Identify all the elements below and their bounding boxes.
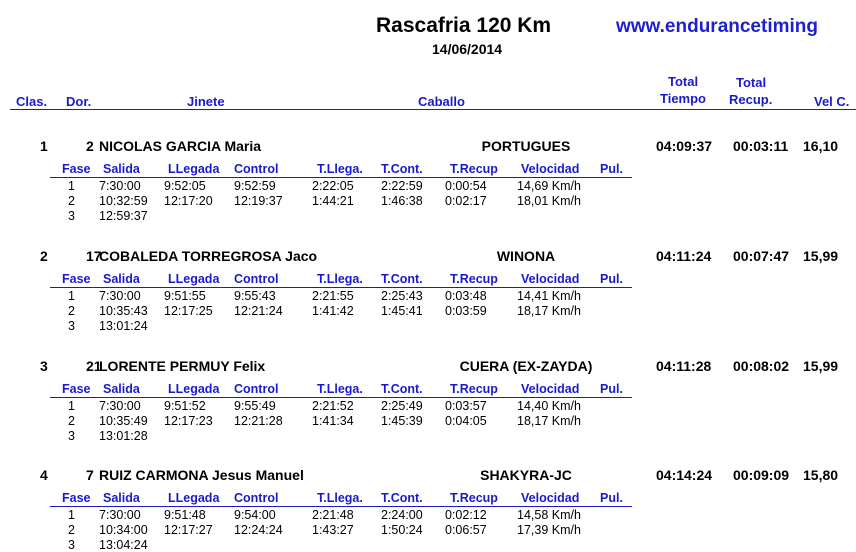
phase-header-trecup: T.Recup bbox=[450, 382, 498, 396]
phase-header-pul: Pul. bbox=[600, 162, 623, 176]
phase-header-control: Control bbox=[234, 272, 279, 286]
phase-cell: 2:25:43 bbox=[381, 289, 423, 303]
phase-cell: 9:51:52 bbox=[164, 399, 206, 413]
phase-header-salida: Salida bbox=[103, 491, 140, 505]
phase-cell: 2:24:00 bbox=[381, 508, 423, 522]
phase-header-fase: Fase bbox=[62, 162, 91, 176]
phase-cell: 0:03:57 bbox=[445, 399, 487, 413]
horse-name: CUERA (EX-ZAYDA) bbox=[459, 358, 593, 374]
phase-header-rule bbox=[50, 397, 632, 398]
phase-cell: 13:04:24 bbox=[99, 538, 148, 552]
phase-header-fase: Fase bbox=[62, 491, 91, 505]
phase-header-velocidad: Velocidad bbox=[521, 382, 580, 396]
col-clas: Clas. bbox=[16, 94, 48, 109]
phase-header-velocidad: Velocidad bbox=[521, 491, 580, 505]
phase-cell: 3 bbox=[68, 209, 75, 223]
phase-header-velocidad: Velocidad bbox=[521, 162, 580, 176]
phase-cell: 1:45:41 bbox=[381, 304, 423, 318]
entry-total-recup: 00:09:09 bbox=[733, 467, 790, 483]
phase-header-salida: Salida bbox=[103, 162, 140, 176]
phase-cell: 3 bbox=[68, 319, 75, 333]
phase-cell: 1:43:27 bbox=[312, 523, 354, 537]
phase-cell: 14,69 Km/h bbox=[517, 179, 581, 193]
phase-header-llegada: LLegada bbox=[168, 272, 220, 286]
entry-speed: 16,10 bbox=[803, 138, 839, 154]
phase-cell: 12:17:27 bbox=[164, 523, 213, 537]
entry-bib: 2 bbox=[86, 138, 94, 154]
phase-cell: 10:34:00 bbox=[99, 523, 148, 537]
website-link[interactable]: www.endurancetiming bbox=[616, 16, 818, 37]
phase-header-tcont: T.Cont. bbox=[381, 272, 423, 286]
horse-name: PORTUGUES bbox=[481, 138, 571, 154]
entry-rank: 1 bbox=[40, 138, 48, 154]
entry-bib: 21 bbox=[86, 358, 102, 374]
phase-cell: 0:04:05 bbox=[445, 414, 487, 428]
phase-header-tllega: T.Llega. bbox=[317, 272, 363, 286]
phase-cell: 12:24:24 bbox=[234, 523, 283, 537]
col-total-recup-line1: Total bbox=[736, 75, 767, 90]
entry-rank: 2 bbox=[40, 248, 48, 264]
entry-bib: 17 bbox=[86, 248, 102, 264]
col-total-tiempo-line2: Tiempo bbox=[660, 91, 706, 106]
phase-header-tllega: T.Llega. bbox=[317, 382, 363, 396]
phase-cell: 10:35:49 bbox=[99, 414, 148, 428]
horse-name: SHAKYRA-JC bbox=[480, 467, 572, 483]
phase-cell: 9:52:05 bbox=[164, 179, 206, 193]
phase-header-control: Control bbox=[234, 491, 279, 505]
phase-cell: 9:52:59 bbox=[234, 179, 276, 193]
phase-cell: 2 bbox=[68, 194, 75, 208]
col-dor: Dor. bbox=[66, 94, 92, 109]
phase-cell: 1:46:38 bbox=[381, 194, 423, 208]
col-jinete: Jinete bbox=[187, 94, 225, 109]
page-title: Rascafria 120 Km bbox=[376, 14, 552, 37]
phase-header-fase: Fase bbox=[62, 382, 91, 396]
phase-cell: 12:21:24 bbox=[234, 304, 283, 318]
phase-header-tcont: T.Cont. bbox=[381, 382, 423, 396]
phase-cell: 3 bbox=[68, 538, 75, 552]
phase-cell: 2:21:55 bbox=[312, 289, 354, 303]
phase-cell: 0:00:54 bbox=[445, 179, 487, 193]
phase-cell: 9:55:43 bbox=[234, 289, 276, 303]
col-vel: Vel C. bbox=[814, 94, 850, 109]
phase-header-rule bbox=[50, 177, 632, 178]
phase-cell: 14,40 Km/h bbox=[517, 399, 581, 413]
phase-cell: 9:51:55 bbox=[164, 289, 206, 303]
phase-cell: 1:50:24 bbox=[381, 523, 423, 537]
phase-cell: 0:03:48 bbox=[445, 289, 487, 303]
phase-cell: 18,17 Km/h bbox=[517, 304, 581, 318]
phase-header-salida: Salida bbox=[103, 382, 140, 396]
phase-cell: 1:45:39 bbox=[381, 414, 423, 428]
phase-cell: 2 bbox=[68, 304, 75, 318]
phase-header-trecup: T.Recup bbox=[450, 162, 498, 176]
phase-cell: 2 bbox=[68, 523, 75, 537]
phase-header-trecup: T.Recup bbox=[450, 272, 498, 286]
entry-total-recup: 00:03:11 bbox=[733, 138, 789, 154]
header-rule bbox=[10, 109, 856, 110]
phase-header-tllega: T.Llega. bbox=[317, 491, 363, 505]
phase-cell: 0:03:59 bbox=[445, 304, 487, 318]
phase-header-velocidad: Velocidad bbox=[521, 272, 580, 286]
phase-cell: 12:17:20 bbox=[164, 194, 213, 208]
phase-header-fase: Fase bbox=[62, 272, 91, 286]
phase-cell: 1:41:34 bbox=[312, 414, 354, 428]
phase-header-rule bbox=[50, 506, 632, 507]
entry-bib: 7 bbox=[86, 467, 94, 483]
phase-cell: 12:21:28 bbox=[234, 414, 283, 428]
phase-header-tcont: T.Cont. bbox=[381, 162, 423, 176]
phase-header-tcont: T.Cont. bbox=[381, 491, 423, 505]
phase-header-salida: Salida bbox=[103, 272, 140, 286]
phase-cell: 18,17 Km/h bbox=[517, 414, 581, 428]
phase-header-tllega: T.Llega. bbox=[317, 162, 363, 176]
phase-cell: 12:17:25 bbox=[164, 304, 213, 318]
entry-total-recup: 00:07:47 bbox=[733, 248, 790, 264]
phase-cell: 2:21:52 bbox=[312, 399, 354, 413]
phase-cell: 1 bbox=[68, 179, 75, 193]
phase-cell: 18,01 Km/h bbox=[517, 194, 581, 208]
phase-header-pul: Pul. bbox=[600, 272, 623, 286]
phase-cell: 0:02:17 bbox=[445, 194, 487, 208]
phase-cell: 2 bbox=[68, 414, 75, 428]
phase-cell: 1 bbox=[68, 508, 75, 522]
col-caballo: Caballo bbox=[418, 94, 465, 109]
phase-header-trecup: T.Recup bbox=[450, 491, 498, 505]
col-total-recup-line2: Recup. bbox=[729, 92, 773, 107]
phase-header-llegada: LLegada bbox=[168, 162, 220, 176]
phase-cell: 7:30:00 bbox=[99, 289, 141, 303]
phase-cell: 2:22:59 bbox=[381, 179, 423, 193]
phase-cell: 10:35:43 bbox=[99, 304, 148, 318]
phase-header-pul: Pul. bbox=[600, 382, 623, 396]
rider-name: COBALEDA TORREGROSA Jaco bbox=[99, 248, 318, 264]
rider-name: LORENTE PERMUY Felix bbox=[99, 358, 266, 374]
entry-speed: 15,99 bbox=[803, 248, 839, 264]
phase-header-llegada: LLegada bbox=[168, 382, 220, 396]
phase-cell: 9:55:49 bbox=[234, 399, 276, 413]
phase-cell: 7:30:00 bbox=[99, 399, 141, 413]
phase-cell: 17,39 Km/h bbox=[517, 523, 581, 537]
phase-cell: 1:44:21 bbox=[312, 194, 354, 208]
phase-cell: 14,41 Km/h bbox=[517, 289, 581, 303]
phase-cell: 13:01:28 bbox=[99, 429, 148, 443]
phase-cell: 12:19:37 bbox=[234, 194, 283, 208]
phase-cell: 2:25:49 bbox=[381, 399, 423, 413]
phase-cell: 1 bbox=[68, 399, 75, 413]
phase-cell: 10:32:59 bbox=[99, 194, 148, 208]
phase-header-control: Control bbox=[234, 382, 279, 396]
entry-total-time: 04:11:28 bbox=[656, 358, 712, 374]
entry-total-time: 04:09:37 bbox=[656, 138, 713, 154]
col-total-tiempo-line1: Total bbox=[668, 74, 699, 89]
entry-rank: 4 bbox=[40, 467, 48, 483]
phase-header-llegada: LLegada bbox=[168, 491, 220, 505]
rider-name: NICOLAS GARCIA Maria bbox=[99, 138, 262, 154]
phase-cell: 12:59:37 bbox=[99, 209, 148, 223]
phase-header-control: Control bbox=[234, 162, 279, 176]
phase-header-pul: Pul. bbox=[600, 491, 623, 505]
phase-cell: 9:54:00 bbox=[234, 508, 276, 522]
entry-total-time: 04:11:24 bbox=[656, 248, 712, 264]
phase-cell: 1:41:42 bbox=[312, 304, 354, 318]
entry-speed: 15,80 bbox=[803, 467, 839, 483]
phase-header-rule bbox=[50, 287, 632, 288]
phase-cell: 0:06:57 bbox=[445, 523, 487, 537]
horse-name: WINONA bbox=[496, 248, 556, 264]
phase-cell: 7:30:00 bbox=[99, 179, 141, 193]
phase-cell: 3 bbox=[68, 429, 75, 443]
entry-total-time: 04:14:24 bbox=[656, 467, 713, 483]
entry-rank: 3 bbox=[40, 358, 48, 374]
phase-cell: 9:51:48 bbox=[164, 508, 206, 522]
phase-cell: 13:01:24 bbox=[99, 319, 148, 333]
phase-cell: 2:21:48 bbox=[312, 508, 354, 522]
phase-cell: 2:22:05 bbox=[312, 179, 354, 193]
phase-cell: 7:30:00 bbox=[99, 508, 141, 522]
rider-name: RUIZ CARMONA Jesus Manuel bbox=[99, 467, 304, 483]
phase-cell: 1 bbox=[68, 289, 75, 303]
report-date: 14/06/2014 bbox=[432, 41, 503, 57]
entry-total-recup: 00:08:02 bbox=[733, 358, 790, 374]
entry-speed: 15,99 bbox=[803, 358, 839, 374]
phase-cell: 0:02:12 bbox=[445, 508, 487, 522]
phase-cell: 14,58 Km/h bbox=[517, 508, 581, 522]
phase-cell: 12:17:23 bbox=[164, 414, 213, 428]
